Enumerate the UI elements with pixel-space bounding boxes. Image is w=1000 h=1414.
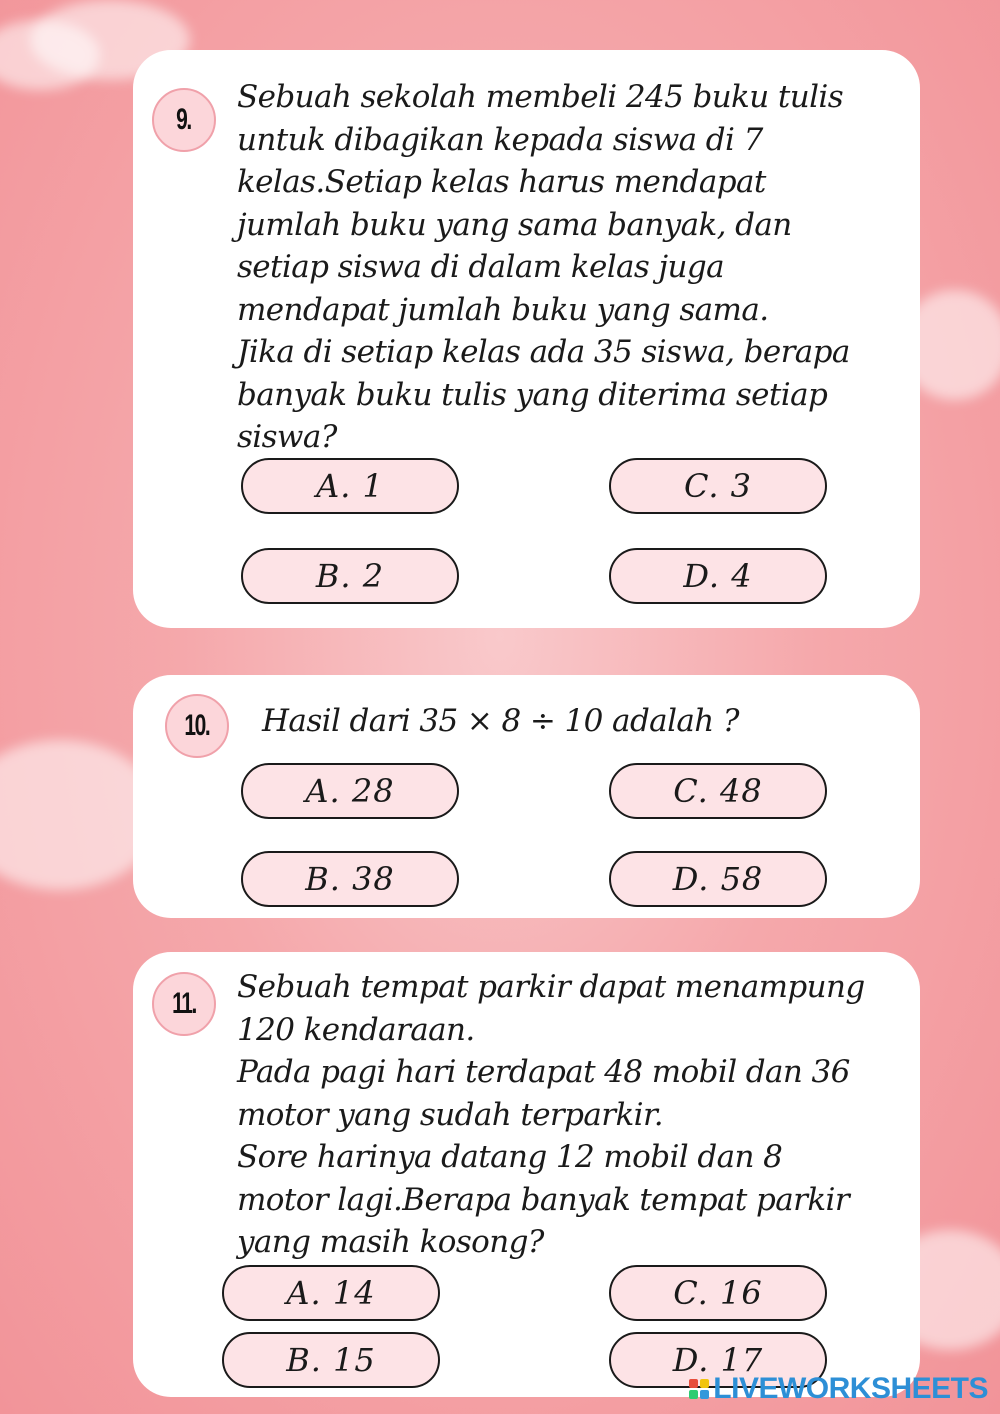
brand-name: LIVEWORKSHEETS — [713, 1372, 988, 1405]
option-b[interactable]: B. 38 — [241, 851, 459, 907]
option-c[interactable]: C. 3 — [609, 458, 827, 514]
option-c[interactable]: C. 16 — [609, 1265, 827, 1321]
option-d[interactable]: D. 58 — [609, 851, 827, 907]
option-b[interactable]: B. 15 — [222, 1332, 440, 1388]
option-b[interactable]: B. 2 — [241, 548, 459, 604]
option-a[interactable]: A. 14 — [222, 1265, 440, 1321]
question-number-badge: 11. — [152, 972, 216, 1036]
option-d[interactable]: D. 4 — [609, 548, 827, 604]
option-a[interactable]: A. 28 — [241, 763, 459, 819]
question-text: Sebuah sekolah membeli 245 buku tulis untuk dibagikan kepada siswa di 7 kelas.Setiap kelas harus mendapat jumlah buku yang sama banyak, dan setiap siswa di dalam kelas juga mendapat jumlah buku yang sama. Jika di setiap kelas ada 35 siswa, berapa banyak buku tulis yang diterima setiap siswa? — [237, 79, 850, 455]
question-text: Hasil dari 35 × 8 ÷ 10 adalah ? — [262, 703, 739, 739]
option-d[interactable]: D. 17 — [609, 1332, 827, 1388]
option-c[interactable]: C. 48 — [609, 763, 827, 819]
liveworksheets-logo — [689, 1372, 988, 1406]
question-text: Sebuah tempat parkir dapat menampung 120 kendaraan. Pada pagi hari terdapat 48 mobil dan 36 motor yang sudah terparkir. Sore harinya datang 12 mobil dan 8 motor lagi.Berapa banyak tempat parkir yang masih kosong? — [237, 969, 865, 1260]
logo-grid-icon — [689, 1379, 709, 1399]
question-number-badge: 9. — [152, 88, 216, 152]
option-a[interactable]: A. 1 — [241, 458, 459, 514]
question-number-badge: 10. — [165, 694, 229, 758]
